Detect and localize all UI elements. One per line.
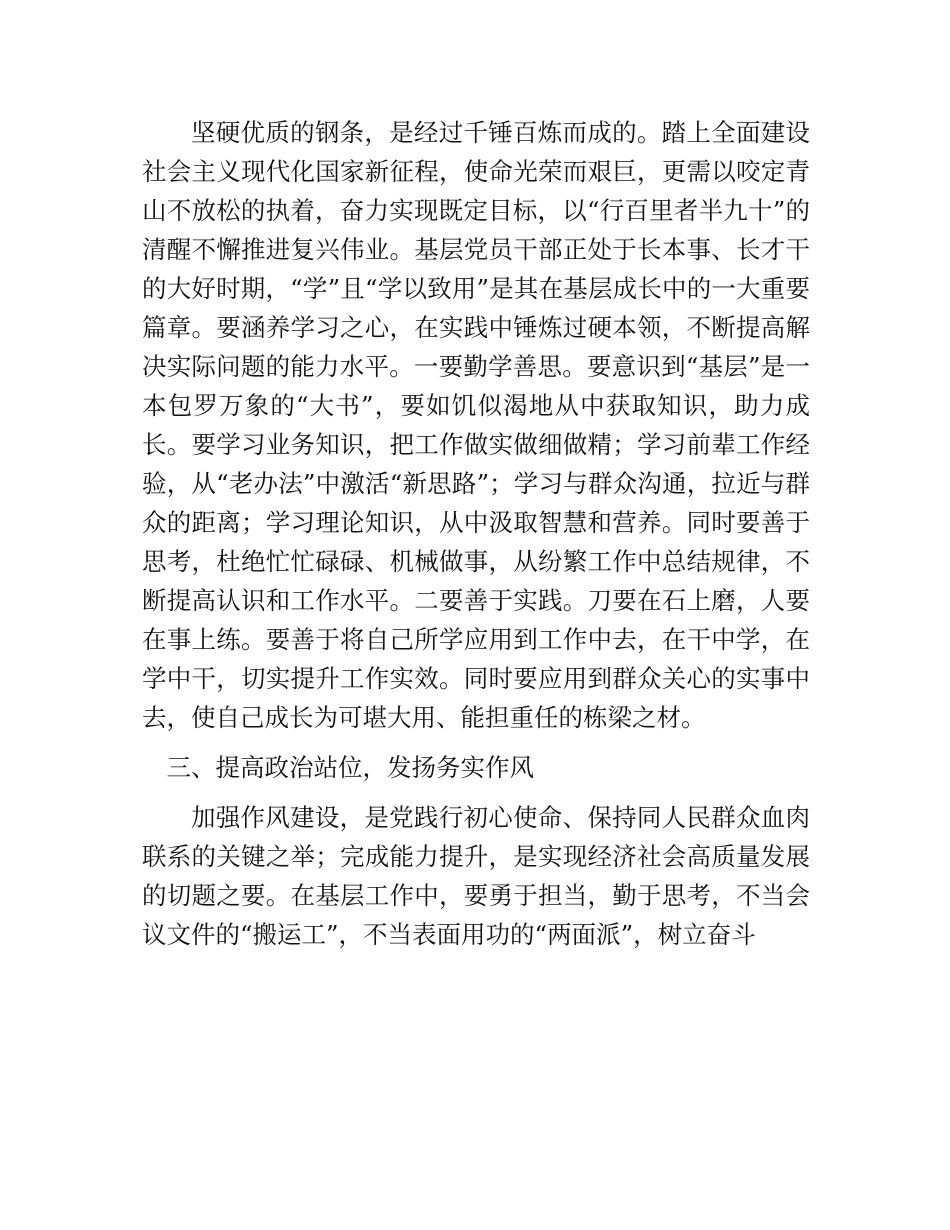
section-paragraph: 加强作风建设，是党践行初心使命、保持同人民群众血肉联系的关键之举；完成能力提升，是实现经济社会高质量发展的切题之要。在基层工作中，要勇于担当，勤于思考，不当会议文件的“搬运工”，不当表面用功的“两面派”，树立奋斗 [142,803,810,949]
body-paragraph: 坚硬优质的钢条，是经过千锤百炼而成的。踏上全面建设社会主义现代化国家新征程，使命光荣而艰巨，更需以咬定青山不放松的执着，奋力实现既定目标，以“行百里者半九十”的清醒不懈推进复兴伟业。基层党员干部正处于长本事、长才干的大好时期，“学”且“学以致用”是其在基层成长中的一大重要篇章。要涵养学习之心，在实践中锤炼过硬本领，不断提高解决实际问题的能力水平。一要勤学善思。要意识到“基层”是一本包罗万象的“大书”，要如饥似渴地从中获取知识，助力成长。要学习业务知识，把工作做实做细做精；学习前辈工作经验，从“老办法”中激活“新思路”；学习与群众沟通，拉近与群众的距离；学习理论知识，从中汲取智慧和营养。同时要善于思考，杜绝忙忙碌碌、机械做事，从纷繁工作中总结规律，不断提高认识和工作水平。二要善于实践。刀要在石上磨，人要在事上练。要善于将自己所学应用到工作中去，在干中学，在学中干，切实提升工作实效。同时要应用到群众关心的实事中去，使自己成长为可堪大用、能担重任的栋梁之材。 [142,118,810,732]
document-body [142,113,810,954]
section-heading: 三、提高政治站位，发扬务实作风 [166,753,534,782]
